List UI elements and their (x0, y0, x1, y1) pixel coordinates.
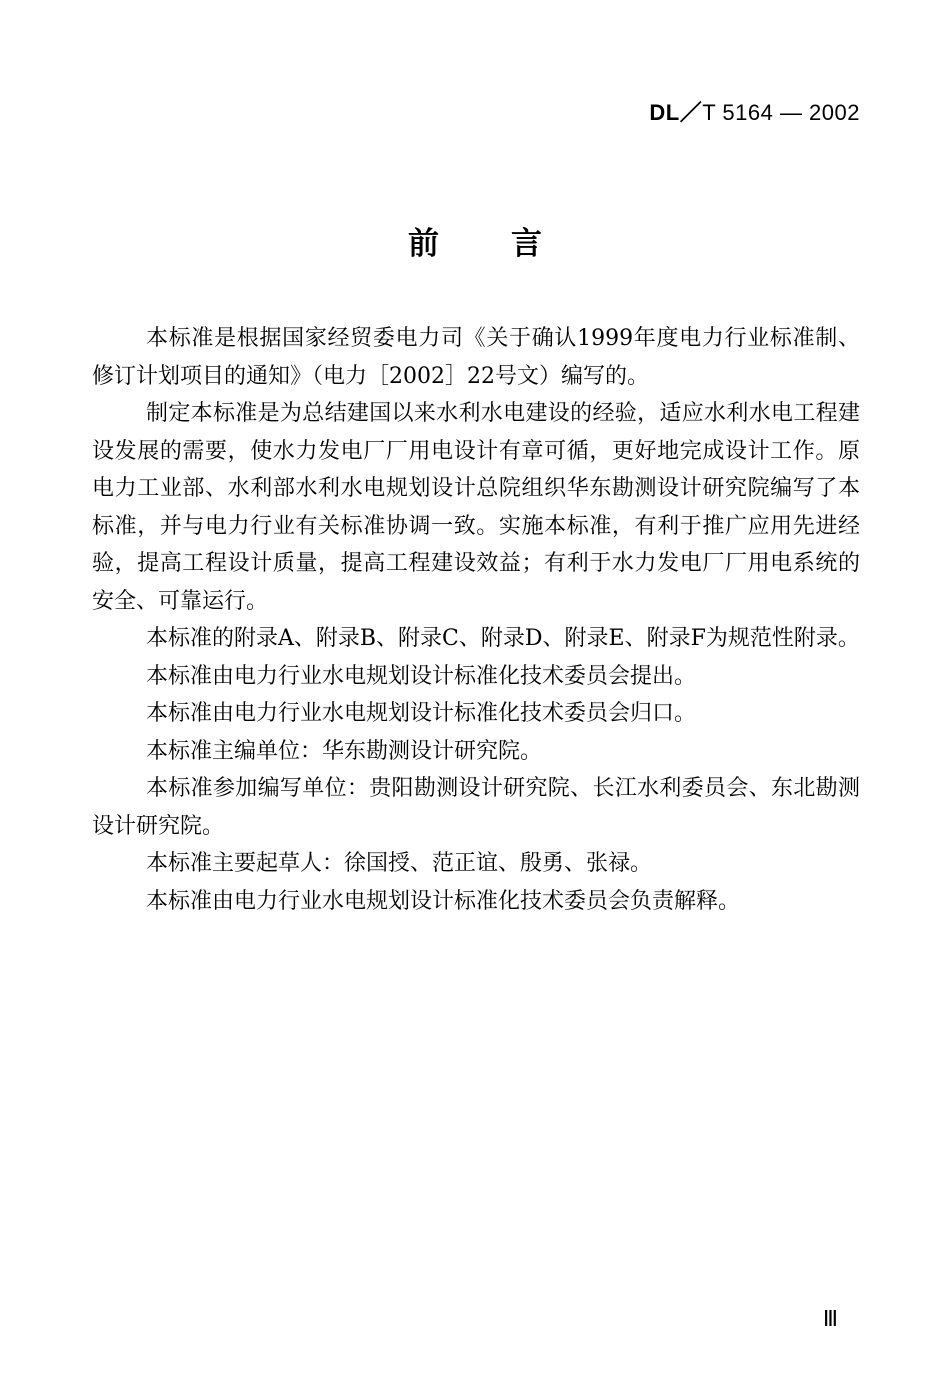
paragraph-participating-units: 本标准参加编写单位：贵阳勘测设计研究院、长江水利委员会、东北勘测设计研究院。 (92, 776, 860, 839)
paragraph-proposed-by: 本标准由电力行业水电规划设计标准化技术委员会提出。 (146, 663, 697, 689)
standard-code-prefix: DL／ (649, 100, 703, 125)
paragraph-purpose: 制定本标准是为总结建国以来水利水电建设的经验，适应水利水电工程建设发展的需要，使水力发电厂厂用电设计有章可循，更好地完成设计工作。原电力工业部、水利部水利水电规划设计总院组织华东勘测设计研究院编写了本标准，并与电力行业有关标准协调一致。实施本标准，有利于推广应用先进经验，提高工程设计质量，提高工程建设效益；有利于水力发电厂厂用电系统的安全、可靠运行。 (92, 401, 860, 614)
paragraph-chief-editor: 本标准主编单位：华东勘测设计研究院。 (146, 738, 543, 764)
page-number: Ⅲ (822, 1306, 838, 1331)
paragraph-appendices: 本标准的附录A、附录B、附录C、附录D、附录E、附录F为规范性附录。 (146, 626, 860, 651)
foreword-body (92, 320, 860, 920)
paragraph-administered-by: 本标准由电力行业水电规划设计标准化技术委员会归口。 (146, 701, 697, 726)
paragraph-interpretation: 本标准由电力行业水电规划设计标准化技术委员会负责解释。 (146, 888, 741, 914)
page-title: 前言 (408, 226, 614, 262)
standard-code (649, 96, 860, 127)
standard-code-number: T 5164 — 2002 (702, 100, 860, 125)
paragraph-drafters: 本标准主要起草人：徐国授、范正谊、殷勇、张禄。 (146, 851, 653, 876)
paragraph-basis: 本标准是根据国家经贸委电力司《关于确认1999年度电力行业标准制、修订计划项目的通知》（电力［2002］22号文）编写的。 (92, 326, 860, 389)
